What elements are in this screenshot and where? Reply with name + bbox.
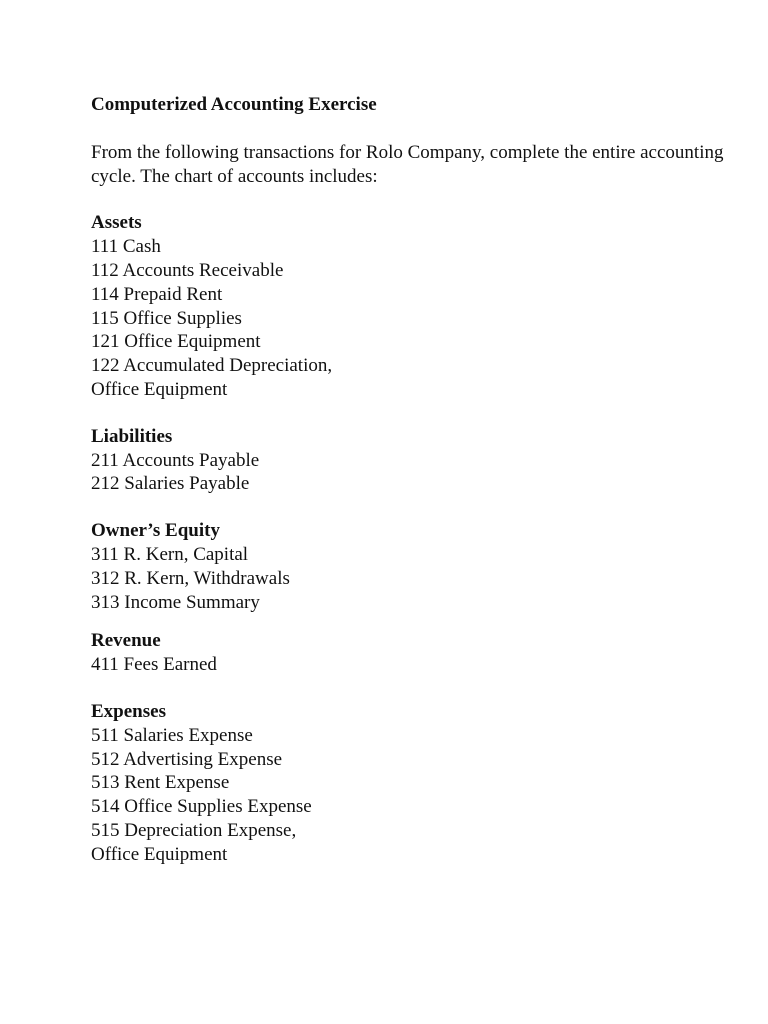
account-item: 312 R. Kern, Withdrawals [91, 567, 290, 589]
account-item: 114 Prepaid Rent [91, 283, 223, 305]
section-heading: Assets [91, 212, 142, 234]
intro-paragraph: From the following transactions for Rolo Company, complete the entire accounting cycle. The chart of accounts includes: [91, 141, 724, 187]
account-item: 515 Depreciation Expense, Office Equipment [91, 819, 297, 865]
account-item: 122 Accumulated Depreciation, Office Equipment [91, 355, 333, 400]
document-title: Computerized Accounting Exercise [91, 94, 377, 115]
account-item: 313 Income Summary [91, 591, 260, 613]
document-page [91, 93, 731, 890]
account-item: 311 R. Kern, Capital [91, 543, 249, 565]
account-item: 514 Office Supplies Expense [91, 796, 312, 818]
section-revenue [91, 629, 731, 677]
section-heading: Expenses [91, 700, 166, 722]
account-item: 512 Advertising Expense [91, 748, 283, 770]
account-item: 411 Fees Earned [91, 654, 217, 676]
account-item: 513 Rent Expense [91, 772, 230, 794]
account-item: 212 Salaries Payable [91, 473, 250, 495]
account-item: 121 Office Equipment [91, 331, 261, 353]
account-item: 112 Accounts Receivable [91, 259, 284, 281]
section-owners-equity [91, 519, 731, 614]
account-item: 511 Salaries Expense [91, 724, 253, 746]
section-liabilities [91, 425, 731, 496]
section-heading: Owner’s Equity [91, 520, 220, 542]
section-assets [91, 211, 731, 401]
section-expenses [91, 700, 731, 867]
account-item: 115 Office Supplies [91, 307, 242, 329]
section-heading: Liabilities [91, 425, 173, 447]
account-item: 111 Cash [91, 236, 161, 258]
section-heading: Revenue [91, 630, 161, 652]
account-item: 211 Accounts Payable [91, 449, 260, 471]
